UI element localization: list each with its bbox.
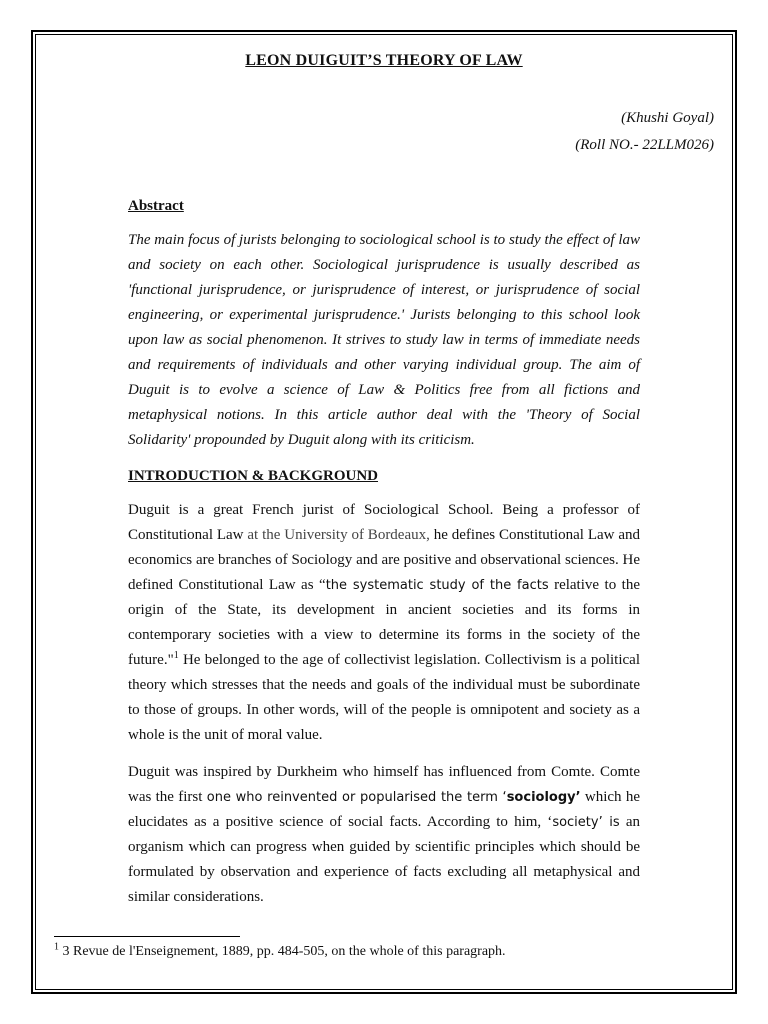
document-title: LEON DUIGUIT’S THEORY OF LAW (245, 52, 523, 69)
footnote-text: 3 Revue de l'Enseignement, 1889, pp. 484-505, on the whole of this paragraph. (59, 944, 506, 959)
abstract-heading: Abstract (128, 198, 184, 214)
footnote (54, 941, 506, 960)
p2-segment: which he elucidates as a positive science of social facts. According to him, ‘ (128, 789, 640, 830)
introduction-paragraph-1 (128, 498, 640, 748)
p2-segment: sociology’ (506, 790, 581, 805)
introduction-paragraph-2 (128, 760, 640, 910)
footnote-separator (54, 936, 240, 937)
author-roll-number: (Roll NO.- 22LLM026) (575, 137, 714, 153)
author-name: (Khushi Goyal) (621, 110, 714, 126)
p2-segment: one who reinvented or popularised the term ‘ (206, 790, 507, 805)
p1-segment: relative to the origin of the State, its development in ancient societies and its forms in contemporary societies with a view to determine its forms in the society of the future." (128, 577, 640, 668)
p2-segment: an organism which can progress when guided by scientific principles which should be formulated by observation and experience of facts excluding all metaphysical and similar considerations. (128, 814, 640, 905)
abstract-paragraph: The main focus of jurists belonging to sociological school is to study the effect of law and society on each other. Sociological jurisprudence is usually described as 'functional jurisprudence, or jurisprudence of interest, or jurisprudence of social engineering, or experimental jurisprudence.' Jurists belonging to this school look upon law as social phenomenon. It strives to study law in terms of immediate needs and requirements of individuals and other varying individual group. The aim of Duguit is to evolve a science of Law & Politics free from all fictions and metaphysical notions. In this article author deal with the 'Theory of Social Solidarity' propounded by Duguit along with its criticism. (128, 232, 640, 448)
p1-segment: He belonged to the age of collectivist legislation. Collectivism is a political theory which stresses that the needs and goals of the individual must be subordinate to those of groups. In other words, will of the people is omnipotent and society as a whole is the unit of moral value. (128, 652, 640, 743)
p1-segment: at the University of Bordeaux, (247, 527, 430, 543)
footnote-marker: 1 (54, 941, 59, 953)
p1-segment: he defines Constitutional Law and economics are branches of Sociology and are positive and observational sciences. He defined Constitutional Law as “ (128, 527, 640, 593)
p2-segment: society’ is (552, 815, 620, 830)
p2-segment: Duguit was inspired by Durkheim who himself has influenced from Comte. Comte was the first (128, 764, 640, 805)
p1-segment: Duguit is a great French jurist of Sociological School. Being a professor of Constitutional Law (128, 502, 640, 543)
footnote-reference: 1 (173, 650, 179, 661)
p1-segment: the systematic study of the facts (325, 578, 549, 593)
introduction-heading: INTRODUCTION & BACKGROUND (128, 468, 379, 484)
